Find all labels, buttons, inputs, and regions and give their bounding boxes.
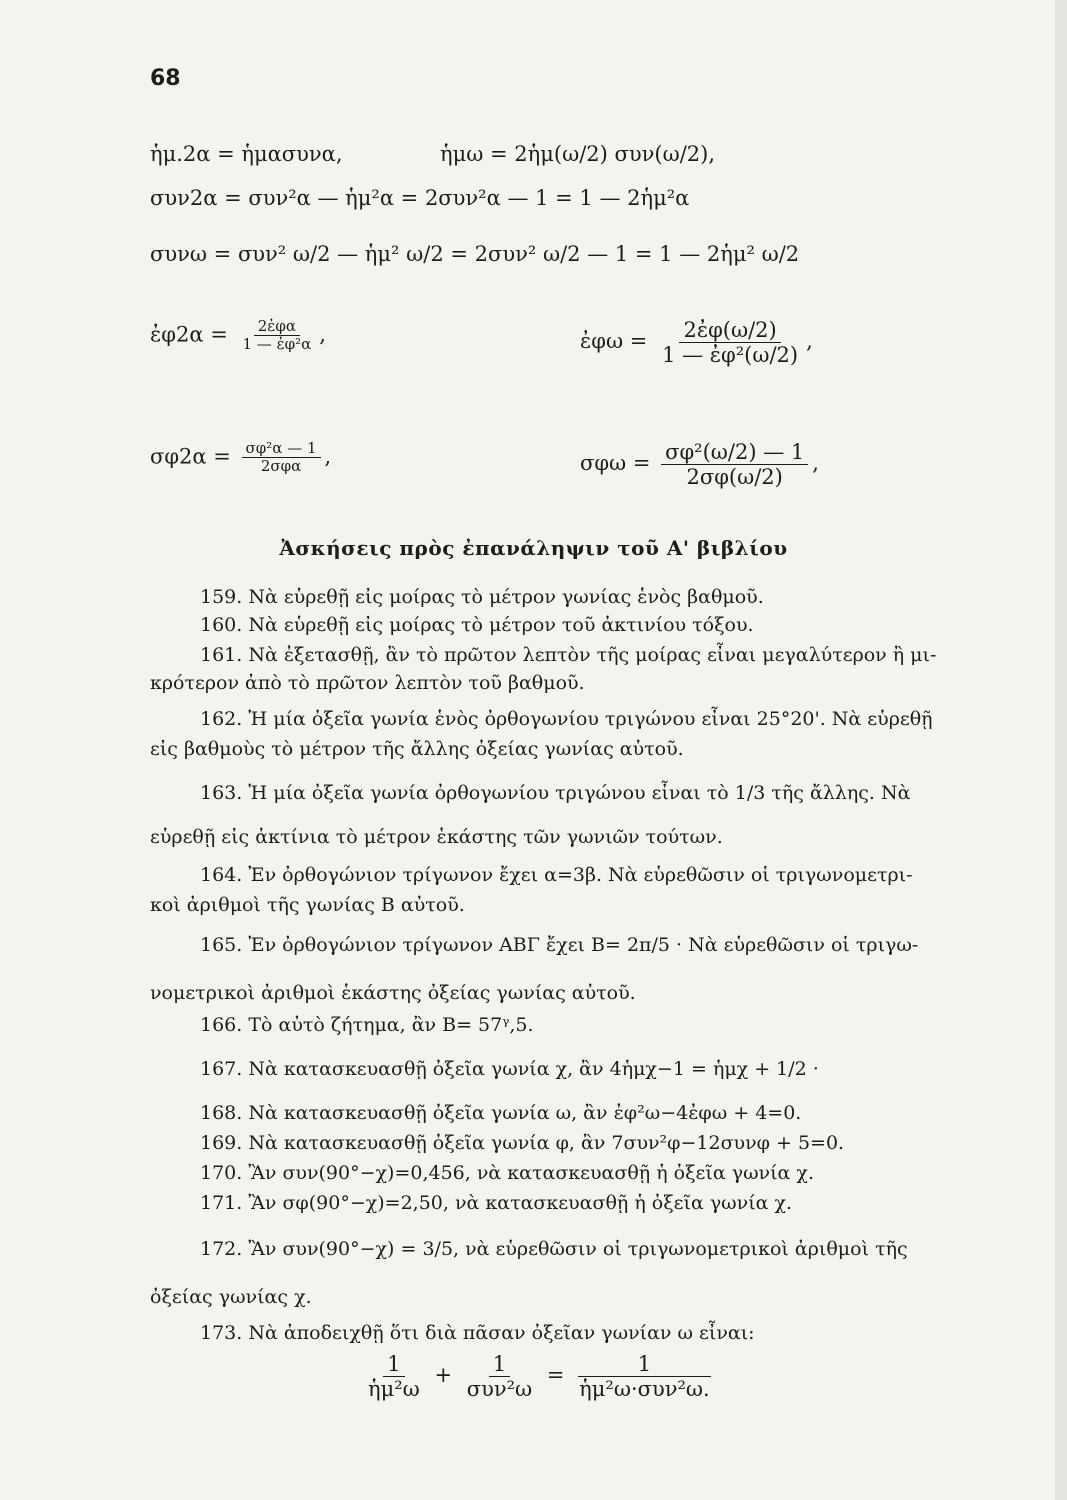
plus-operator: + — [434, 1363, 453, 1388]
exercise-line — [150, 708, 1010, 730]
exercise-number: 160. — [200, 614, 243, 636]
exercise-line — [150, 1014, 1010, 1036]
exercise-number: 164. — [200, 864, 243, 886]
exercise-text: εὑρεθῇ εἰς ἀκτίνια τὸ μέτρον ἑκάστης τῶν γωνιῶν τούτων. — [150, 826, 723, 848]
exercise-line — [150, 864, 1010, 886]
fraction-denominator: 1 — ἐφ²(ω/2) — [662, 343, 799, 368]
formula-cos2a: συν2α = συν²α — ἡμ²α = 2συν²α — 1 = 1 — 2ἡμ²α — [150, 186, 690, 210]
exercise-line — [150, 672, 1010, 694]
exercise-number: 163. — [200, 782, 243, 804]
exercise-line — [150, 894, 1010, 916]
exercise-number: 172. — [200, 1238, 243, 1260]
formula-lhs: σφ2α = — [150, 444, 231, 469]
section-heading: Ἀσκήσεις πρὸς ἐπανάληψιν τοῦ Α' βιβλίου — [279, 536, 788, 560]
exercise-number: 161. — [200, 644, 243, 666]
fraction-denominator: ἡμ²ω·συν²ω. — [579, 1377, 710, 1402]
exercise-line — [150, 1132, 1010, 1154]
formula-cotw: σφω = $\frac{\text{σφ²(ω/2) — 1}}{2\sigma\varphi(\omega/2)}$ , — [580, 440, 819, 490]
formula-lhs: ἐφω = — [580, 329, 648, 354]
exercise-text: ὀξείας γωνίας χ. — [150, 1286, 312, 1308]
exercise-text: Ἂν συν(90°−χ)=0,456, νὰ κατασκευασθῇ ἡ ὀξεῖα γωνία χ. — [248, 1162, 814, 1184]
exercise-text: νομετρικοὶ ἀριθμοὶ ἑκάστης ὀξείας γωνίας αὐτοῦ. — [150, 982, 636, 1004]
final-identity — [360, 1352, 718, 1401]
fraction-numerator: 1 — [489, 1352, 510, 1377]
exercise-text: Ἂν σφ(90°−χ)=2,50, νὰ κατασκευασθῇ ἡ ὀξεῖα γωνία χ. — [248, 1192, 793, 1214]
exercise-text: Ἡ μία ὀξεῖα γωνία ὀρθογωνίου τριγώνου εἶναι τὸ 1/3 τῆς ἄλλης. Νὰ — [248, 782, 911, 804]
exercise-number: 166. — [200, 1014, 243, 1036]
exercise-number: 168. — [200, 1102, 243, 1124]
formula-lhs: ἐφ2α = — [150, 322, 228, 347]
exercise-number: 162. — [200, 708, 243, 730]
exercise-line — [150, 934, 1010, 956]
fraction — [242, 440, 321, 476]
fraction-numerator: 1 — [383, 1352, 404, 1377]
fraction — [238, 318, 315, 354]
formula-lhs: σφω = — [580, 451, 651, 476]
formula-cosw: συνω = συν² ω/2 — ἡμ² ω/2 = 2συν² ω/2 — 1 = 1 — 2ἡμ² ω/2 — [150, 242, 800, 266]
exercise-line — [150, 782, 1010, 804]
fraction — [463, 1352, 536, 1401]
exercise-number: 169. — [200, 1132, 243, 1154]
exercise-number: 170. — [200, 1162, 243, 1184]
fraction-numerator: 2ἐφ(ω/2) — [679, 318, 780, 343]
exercise-text: Νὰ ἀποδειχθῇ ὅτι διὰ πᾶσαν ὀξεῖαν γωνίαν ω εἶναι: — [248, 1322, 755, 1344]
page-number: 68 — [150, 66, 181, 91]
exercise-number: 171. — [200, 1192, 243, 1214]
exercise-line — [150, 1102, 1010, 1124]
fraction-numerator: 2ἐφα — [254, 318, 300, 336]
exercise-text: Νὰ κατασκευασθῇ ὀξεῖα γωνία ω, ἂν ἐφ²ω−4ἐφω + 4=0. — [248, 1102, 802, 1124]
exercise-text: Ἡ μία ὀξεῖα γωνία ἑνὸς ὀρθογωνίου τριγώνου εἶναι 25°20'. Νὰ εὑρεθῇ — [248, 708, 933, 730]
exercise-number: 173. — [200, 1322, 243, 1344]
fraction-denominator: 1 — ἐφ²α — [242, 335, 312, 354]
exercise-text: κοὶ ἀριθμοὶ τῆς γωνίας Β αὐτοῦ. — [150, 894, 465, 916]
fraction — [661, 440, 808, 489]
formula-sin2a: ἡμ.2α = ἡμασυνα, — [150, 142, 343, 166]
formula-tanw: ἐφω = $\frac{\text{2ἐφ(ω/2)}}{\text{1 — ἐφ²(ω/2)}}$ , — [580, 318, 813, 368]
exercise-line — [150, 644, 1010, 666]
fraction-denominator: 2σφα — [260, 457, 302, 476]
exercise-text: Ἐν ὀρθογώνιον τρίγωνον ΑΒΓ ἔχει Β= 2π/5 · Νὰ εὑρεθῶσιν οἱ τριγω- — [248, 934, 919, 956]
fraction-denominator: συν²ω — [466, 1377, 533, 1402]
formula-sinw: ἡμω = 2ἡμ(ω/2) συν(ω/2), — [440, 142, 715, 166]
exercise-line — [150, 982, 1010, 1004]
exercise-text: Νὰ κατασκευασθῇ ὀξεῖα γωνία φ, ἂν 7συν²φ−12συνφ + 5=0. — [248, 1132, 845, 1154]
fraction-denominator: ἡμ²ω — [368, 1377, 420, 1402]
exercise-number: 165. — [200, 934, 243, 956]
fraction — [364, 1352, 424, 1401]
exercise-text: Ἂν συν(90°−χ) = 3/5, νὰ εὑρεθῶσιν οἱ τριγωνομετρικοὶ ἀριθμοὶ τῆς — [248, 1238, 908, 1260]
fraction-denominator: 2σφ(ω/2) — [686, 465, 783, 490]
exercise-line — [150, 1058, 1010, 1080]
fraction-numerator: σφ²α — 1 — [242, 440, 321, 458]
exercise-line — [150, 738, 1010, 760]
exercise-text: Νὰ ἐξετασθῇ, ἂν τὸ πρῶτον λεπτὸν τῆς μοίρας εἶναι μεγαλύτερον ἢ μι- — [248, 644, 937, 666]
exercise-text: Ἐν ὀρθογώνιον τρίγωνον ἔχει α=3β. Νὰ εὑρεθῶσιν οἱ τριγωνομετρι- — [248, 864, 913, 886]
exercise-line — [150, 1162, 1010, 1184]
exercise-line — [150, 1322, 1010, 1344]
fraction — [575, 1352, 714, 1401]
exercise-line — [150, 1238, 1010, 1260]
exercise-text: Τὸ αὐτὸ ζήτημα, ἂν Β= 57ᵞ,5. — [248, 1014, 534, 1036]
equals-operator: = — [546, 1363, 565, 1388]
formula-cot2a: σφ2α = $\frac{\text{σφ²α — 1}}{\text{2σφα}}$ , — [150, 439, 332, 476]
exercise-text: Νὰ εὑρεθῇ εἰς μοίρας τὸ μέτρον γωνίας ἑνὸς βαθμοῦ. — [248, 586, 764, 608]
formula-tan2a: ἐφ2α = $\frac{\text{2ἐφα}}{\text{1 — ἐφ²α}}$ , — [150, 317, 326, 354]
exercise-line — [150, 1286, 1010, 1308]
exercise-number: 167. — [200, 1058, 243, 1080]
exercise-line — [150, 826, 1010, 848]
fraction-numerator: 1 — [578, 1352, 711, 1377]
page-edge — [1055, 0, 1067, 1500]
exercise-text: κρότερον ἀπὸ τὸ πρῶτον λεπτὸν τοῦ βαθμοῦ. — [150, 672, 585, 694]
exercise-text: Νὰ κατασκευασθῇ ὀξεῖα γωνία χ, ἂν 4ἡμχ−1 = ἡμχ + 1/2 · — [248, 1058, 819, 1080]
exercise-number: 159. — [200, 586, 243, 608]
exercise-line — [150, 586, 1010, 608]
exercise-text: εἰς βαθμοὺς τὸ μέτρον τῆς ἄλλης ὀξείας γωνίας αὐτοῦ. — [150, 738, 684, 760]
fraction — [658, 318, 802, 367]
exercise-text: Νὰ εὑρεθῇ εἰς μοίρας τὸ μέτρον τοῦ ἀκτινίου τόξου. — [248, 614, 754, 636]
exercise-line — [150, 614, 1010, 636]
exercise-line — [150, 1192, 1010, 1214]
fraction-numerator: σφ²(ω/2) — 1 — [661, 440, 808, 465]
